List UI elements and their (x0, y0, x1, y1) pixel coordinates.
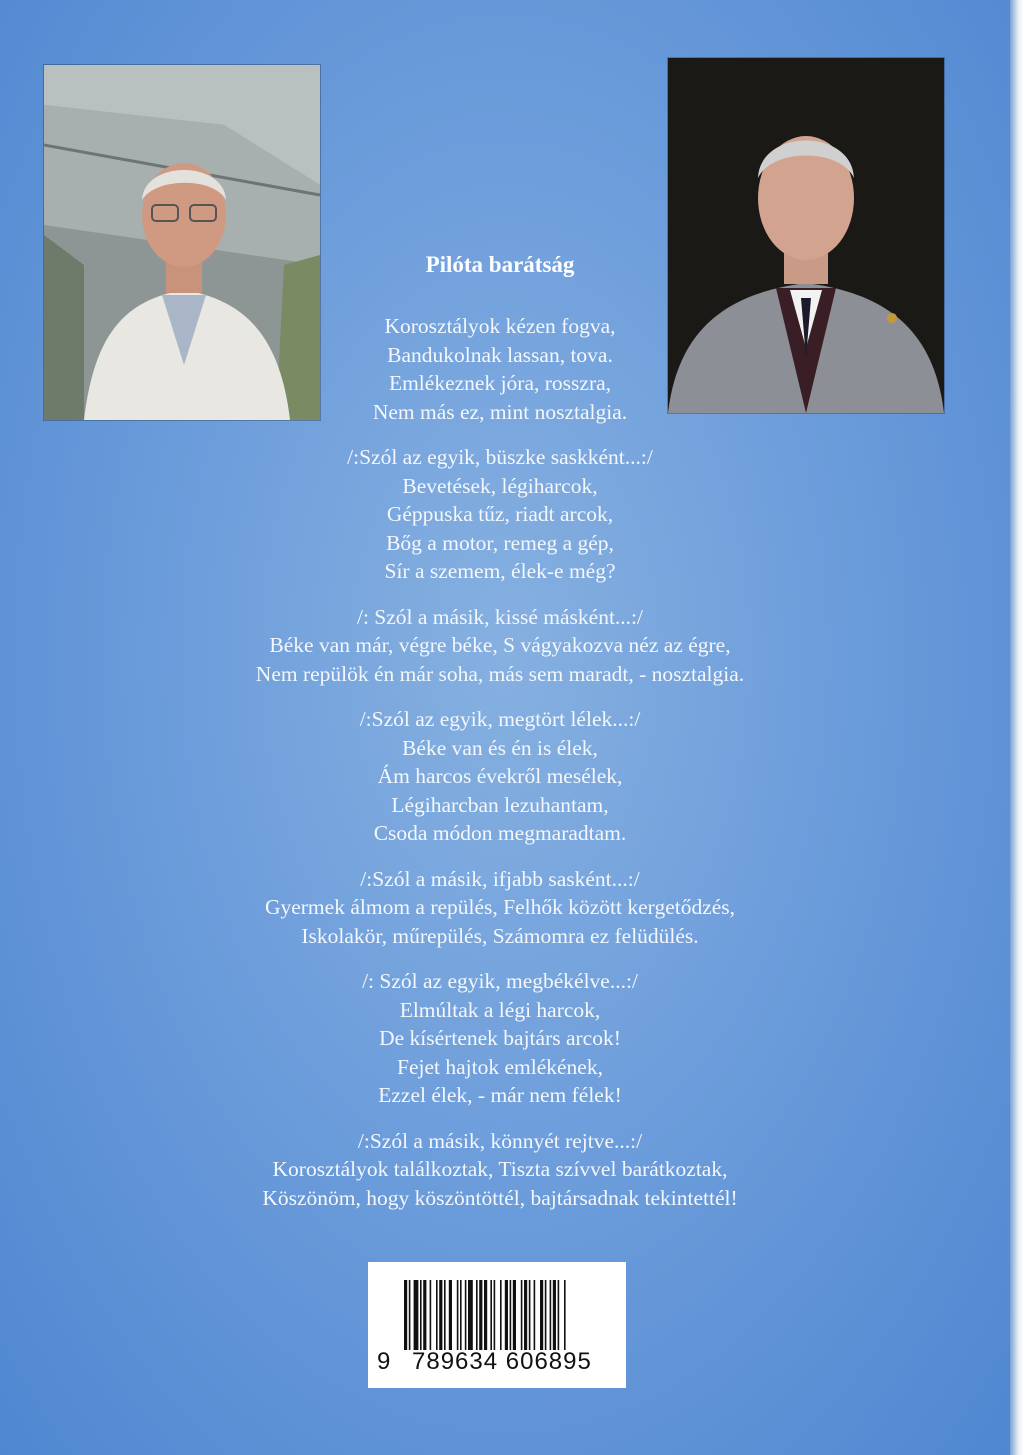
poem-line: Légiharcban lezuhantam, (391, 792, 609, 817)
stanza (150, 312, 850, 426)
cover-edge (1010, 0, 1024, 1455)
barcode-bar (460, 1280, 462, 1350)
stanza (150, 1127, 850, 1213)
stanza (150, 865, 850, 951)
poem-line: De kísértenek bajtárs arcok! (379, 1026, 621, 1050)
barcode-bar (505, 1280, 508, 1350)
poem-line: Fejet hajtok emlékének, (397, 1054, 603, 1079)
poem (150, 312, 850, 1229)
barcode-bar (490, 1280, 492, 1350)
poem-line: /:Szól az egyik, büszke saskként...:/ (347, 445, 653, 469)
barcode-bar (545, 1280, 547, 1350)
poem-line: Bevetések, légiharcok, (402, 473, 598, 498)
barcode-bar (430, 1280, 432, 1350)
poem-line: Korosztályok kézen fogva, (384, 314, 616, 338)
barcode-bar (423, 1280, 426, 1350)
poem-line: Emlékeznek jóra, rosszra, (388, 371, 612, 395)
poem-line: Ám harcos évekről mesélek, (377, 764, 623, 788)
poem-line: Béke van már, végre béke, S vágyakozva néz az égre, (269, 633, 731, 657)
poem-line: Köszönöm, hogy köszöntöttél, bajtársadnak tekintettél! (262, 1185, 738, 1210)
barcode-bar (494, 1280, 496, 1350)
barcode-bar (444, 1280, 446, 1350)
barcode-bar (558, 1280, 560, 1350)
isbn-barcode (368, 1262, 626, 1388)
barcode-bar (550, 1280, 552, 1350)
barcode-bar (436, 1280, 438, 1350)
barcode-bar (439, 1280, 442, 1350)
poem-line: Bőg a motor, remeg a gép, (386, 530, 614, 555)
barcode-bar (564, 1280, 566, 1350)
poem-line: Sír a szemem, élek-e még? (384, 559, 616, 583)
barcode-bar (484, 1280, 487, 1350)
barcode-bar (513, 1280, 516, 1350)
poem-line: Iskolakör, műrepülés, Számomra ez felüdülés. (301, 923, 699, 948)
poem-line: Ezzel élek, - már nem félek! (378, 1083, 622, 1107)
barcode-bar (553, 1280, 556, 1350)
barcode-bar (510, 1280, 512, 1350)
poem-line: Nem repülök én már soha, más sem maradt, - nosztalgia. (255, 661, 745, 686)
barcode-bar (409, 1280, 411, 1350)
stanza (150, 705, 850, 848)
barcode-bars (404, 1280, 624, 1350)
barcode-bar (468, 1280, 473, 1350)
stanza (150, 443, 850, 586)
barcode-bar (420, 1280, 422, 1350)
poem-line: /: Szól az egyik, megbékélve...:/ (362, 969, 638, 993)
barcode-bar (404, 1280, 407, 1350)
poem-line: Géppuska tűz, riadt arcok, (386, 502, 614, 526)
poem-line: Korosztályok találkoztak, Tiszta szívvel barátkoztak, (272, 1157, 728, 1181)
poem-line: /: Szól a másik, kissé másként...:/ (356, 604, 644, 629)
barcode-bar (479, 1280, 482, 1350)
barcode-digits: 789634 606895 (412, 1348, 592, 1375)
barcode-bar (534, 1280, 536, 1350)
poem-line: /:Szól az egyik, megtört lélek...:/ (359, 707, 641, 731)
barcode-bar (529, 1280, 531, 1350)
poem-line: Csoda módon megmaradtam. (373, 821, 627, 845)
stanza (150, 603, 850, 689)
barcode-bar (414, 1280, 419, 1350)
barcode-prefix-digit: 9 (377, 1348, 391, 1375)
poem-line: /:Szól a másik, ifjabb sasként...:/ (360, 866, 640, 891)
barcode-bar (500, 1280, 502, 1350)
poem-line: Nem más ez, mint nosztalgia. (372, 399, 628, 424)
barcode-bar (524, 1280, 527, 1350)
barcode-bar (457, 1280, 459, 1350)
barcode-bar (449, 1280, 452, 1350)
poem-title: Pilóta barátság (425, 252, 575, 277)
stanza (150, 967, 850, 1110)
barcode-bar (476, 1280, 478, 1350)
poem-line: Bandukolnak lassan, tova. (387, 342, 613, 367)
poem-line: Elmúltak a légi harcok, (399, 997, 601, 1022)
barcode-bar (540, 1280, 543, 1350)
barcode-bar (465, 1280, 467, 1350)
poem-line: /:Szól a másik, könnyét rejtve...:/ (357, 1128, 643, 1153)
poem-line: Béke van és én is élek, (402, 735, 598, 760)
barcode-bar (521, 1280, 523, 1350)
poem-line: Gyermek álmom a repülés, Felhők között kergetődzés, (264, 895, 736, 919)
